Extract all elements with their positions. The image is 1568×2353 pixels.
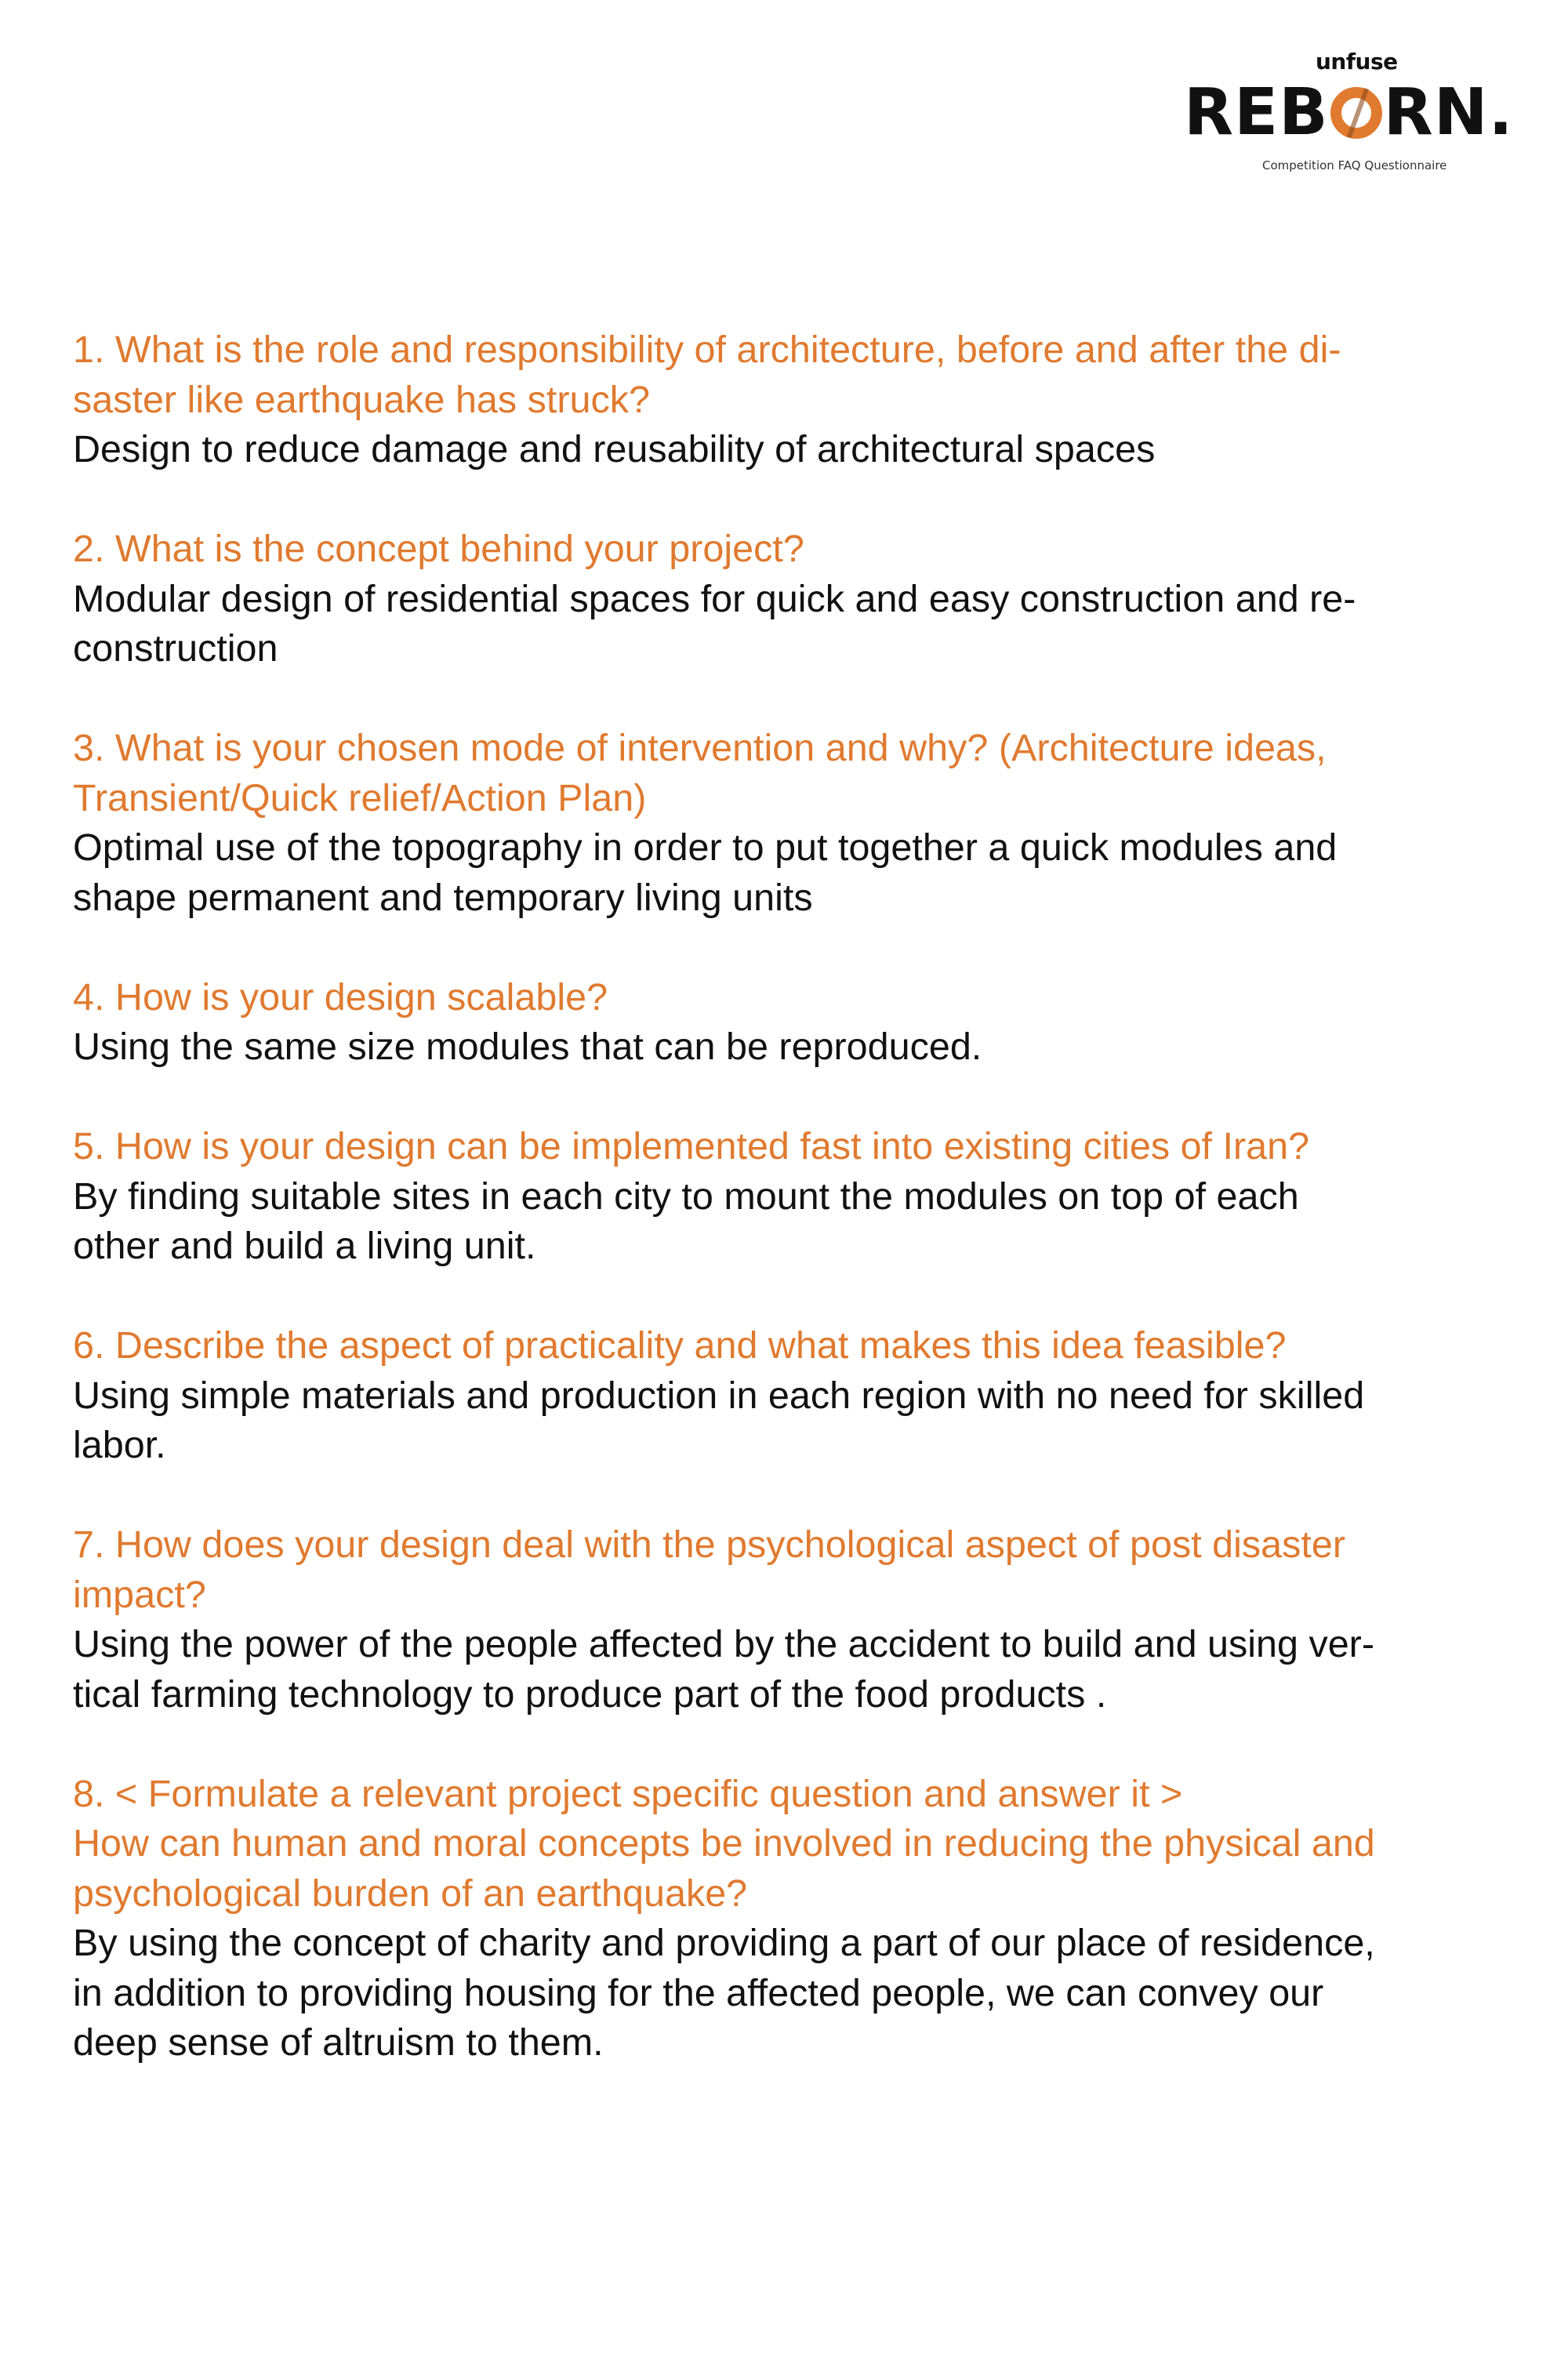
faq-question: 5. How is your design can be implemented fast into existing cities of Iran? bbox=[73, 1125, 1310, 1167]
logo-subtitle: Competition FAQ Questionnaire bbox=[1262, 158, 1447, 172]
logo-ring-icon bbox=[1330, 87, 1382, 139]
faq-question: 4. How is your design scalable? bbox=[73, 975, 608, 1019]
faq-answer: Using the same size modules that can be reproduced. bbox=[73, 1026, 982, 1068]
faq-answer: Using simple materials and production in each region with no need for skilled labor. bbox=[73, 1374, 1365, 1466]
logo-brand: unfuse bbox=[1316, 49, 1398, 74]
faq-answer: Optimal use of the topography in order to put together a quick modules and shape permanent and temporary living units bbox=[73, 826, 1338, 919]
faq-answer: Using the power of the people affected by the accident to build and using ver- tical farming technology to produce part of the food products . bbox=[73, 1623, 1374, 1716]
faq-answer: By finding suitable sites in each city to mount the modules on top of each other and build a living unit. bbox=[73, 1175, 1299, 1267]
faq-item bbox=[73, 973, 1508, 1073]
faq-item bbox=[73, 325, 1508, 475]
faq-question: 6. Describe the aspect of practicality and what makes this idea feasible? bbox=[73, 1324, 1287, 1367]
faq-answer: Design to reduce damage and reusability of architectural spaces bbox=[73, 428, 1156, 470]
faq-item bbox=[73, 1770, 1508, 2068]
faq-question: 7. How does your design deal with the psychological aspect of post disaster impact? bbox=[73, 1523, 1345, 1616]
faq-item bbox=[73, 525, 1508, 674]
faq-list bbox=[73, 325, 1508, 2118]
faq-answer: Modular design of residential spaces for quick and easy construction and re- construction bbox=[73, 577, 1356, 670]
faq-item bbox=[73, 1321, 1508, 1471]
faq-item bbox=[73, 1122, 1508, 1272]
logo-title-end: RN. bbox=[1383, 75, 1514, 150]
faq-question: 2. What is the concept behind your project? bbox=[73, 528, 804, 570]
logo-title bbox=[1184, 74, 1529, 152]
faq-question: 1. What is the role and responsibility of architecture, before and after the di- saster like earthquake has struck? bbox=[73, 329, 1341, 421]
logo bbox=[1184, 49, 1529, 174]
faq-question: 8. < Formulate a relevant project specific question and answer it > How can human and moral concepts be involved in reducing the physical and psychological burden of an earthquake? bbox=[73, 1772, 1375, 1915]
faq-question: 3. What is your chosen mode of intervention and why? (Architecture ideas, Transient/Quick relief/Action Plan) bbox=[73, 727, 1327, 819]
faq-item bbox=[73, 724, 1508, 923]
faq-answer: By using the concept of charity and providing a part of our place of residence, in addition to providing housing for the affected people, we can convey our deep sense of altruism to them. bbox=[73, 1922, 1375, 2064]
logo-title-start: REB bbox=[1184, 75, 1329, 150]
faq-item bbox=[73, 1520, 1508, 1719]
